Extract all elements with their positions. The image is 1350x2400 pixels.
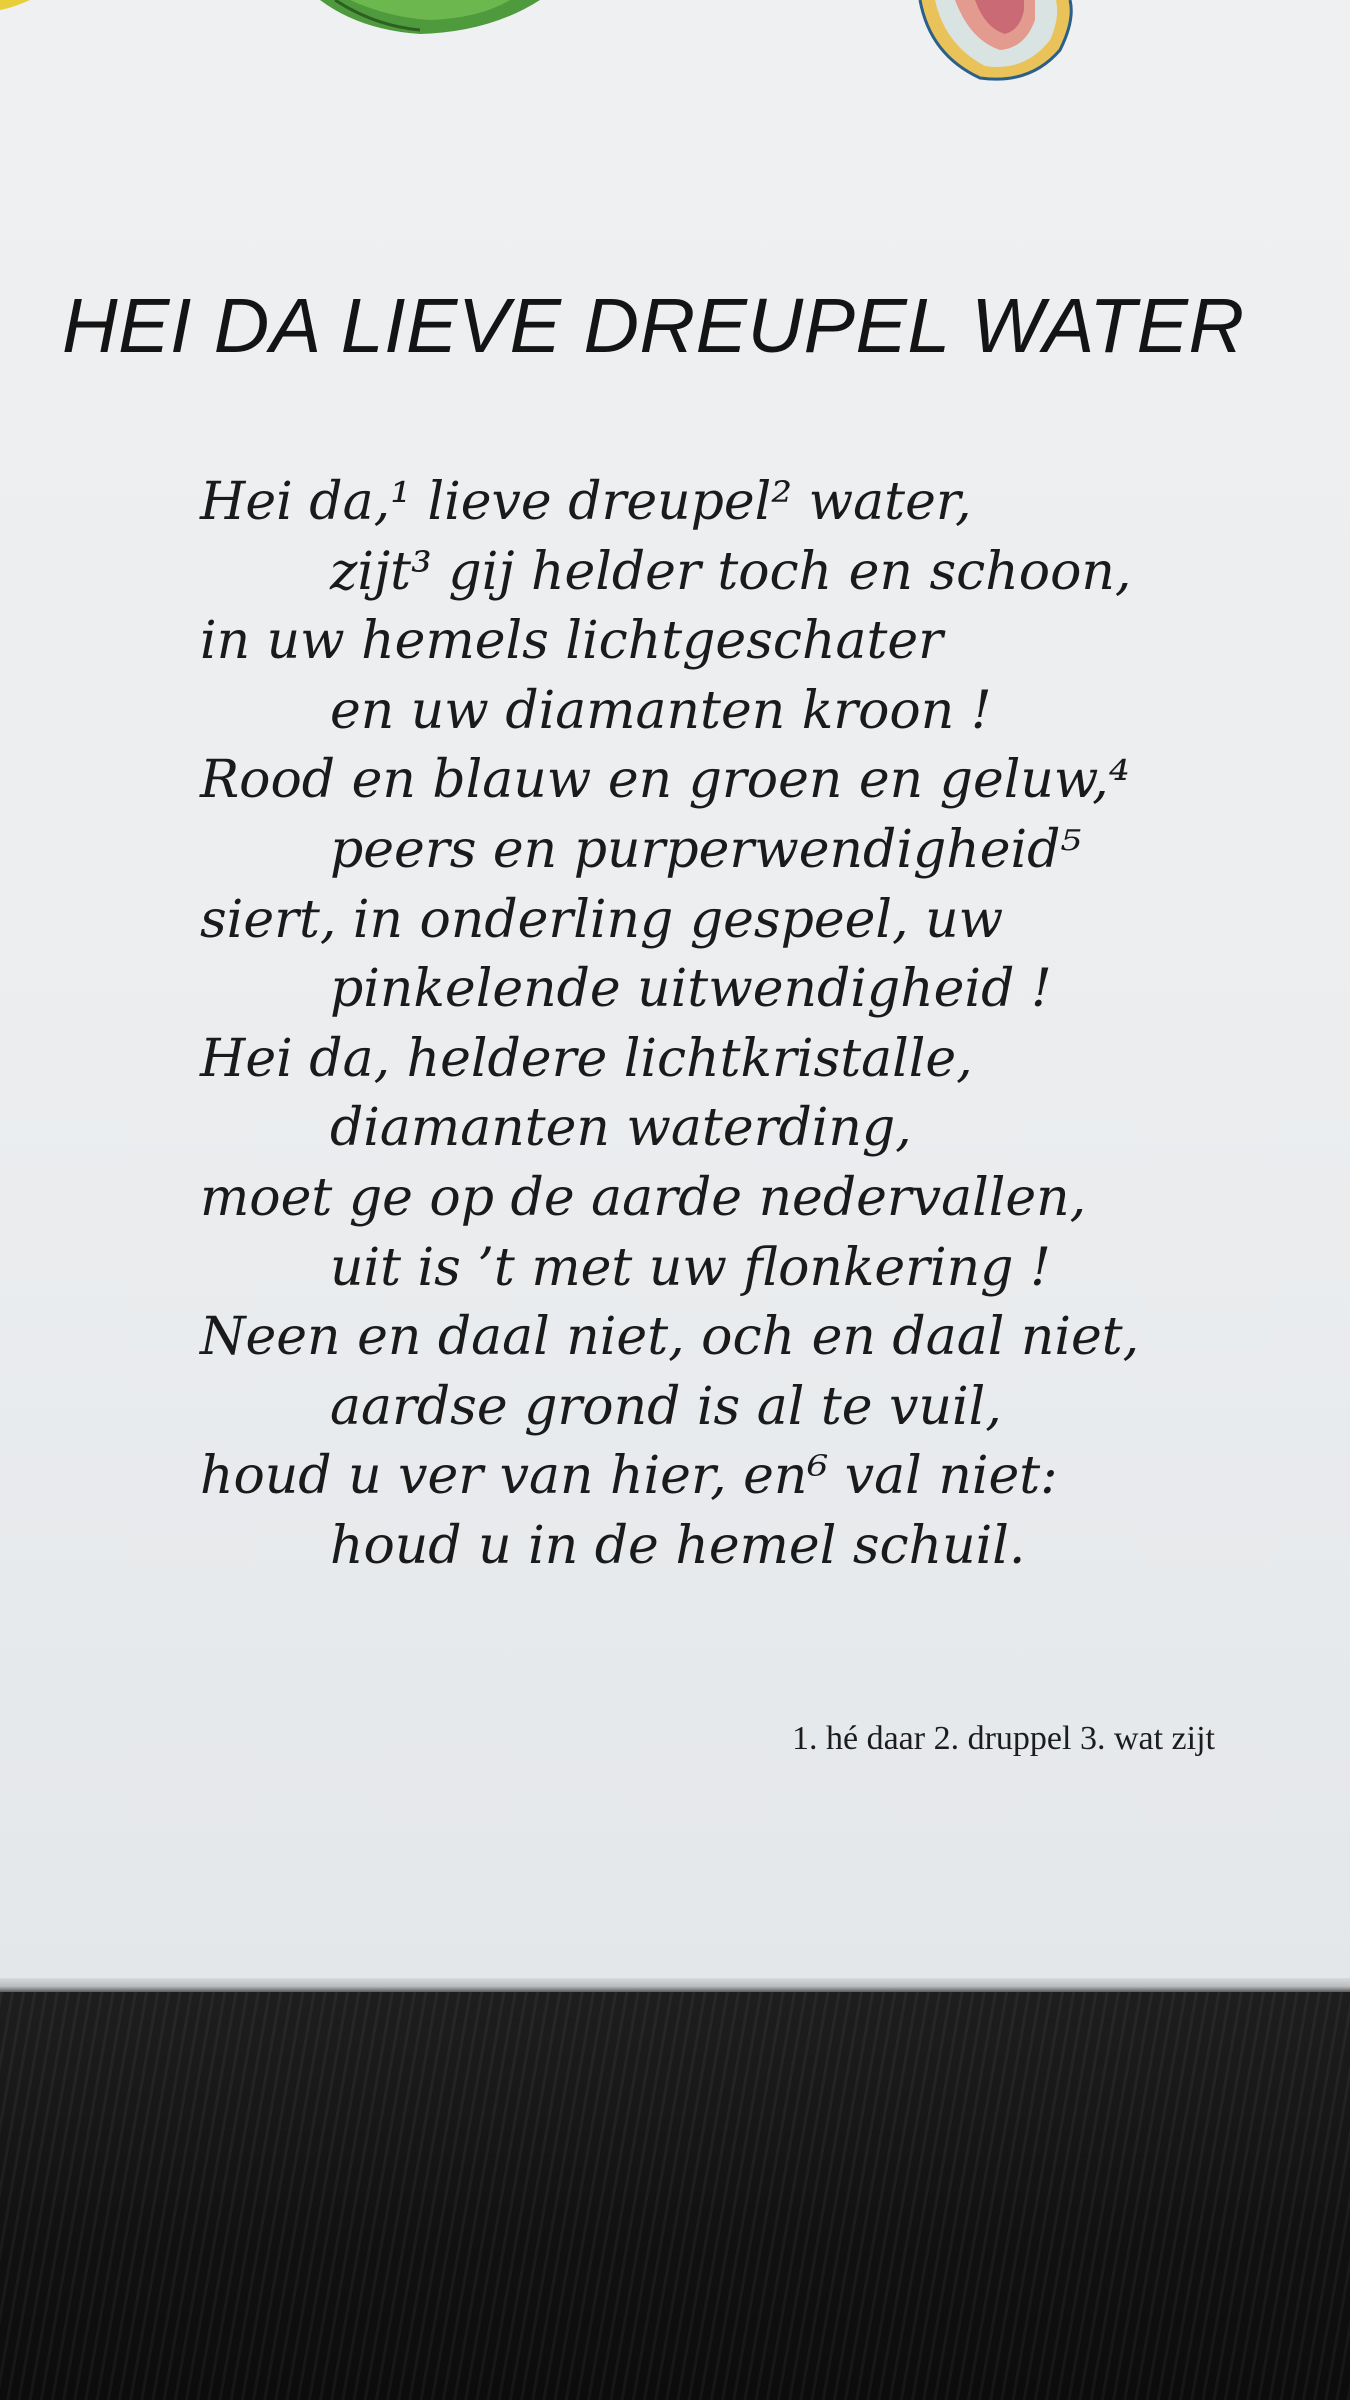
poem-line: en uw diamanten kroon ! <box>330 680 992 741</box>
page-edge <box>0 1978 1350 1992</box>
poem-line: aardse grond is al te vuil, <box>330 1376 1002 1437</box>
poem-line: siert, in onderling gespeel, uw <box>200 889 1004 950</box>
poem-line: moet ge op de aarde nedervallen, <box>200 1167 1087 1228</box>
poem-line: Neen en daal niet, och en daal niet, <box>200 1307 1140 1368</box>
poem-line: peers en purperwendigheid⁵ <box>330 819 1082 880</box>
poem-line: Rood en blauw en groen en geluw,⁴ <box>200 750 1130 811</box>
poem-line: houd u ver van hier, en⁶ val niet: <box>200 1446 1058 1507</box>
poem-line: houd u in de hemel schuil. <box>330 1515 1026 1576</box>
poem-line: uit is ’t met uw flonkering ! <box>330 1237 1051 1298</box>
poem-line: Hei da,¹ lieve dreupel² water, <box>200 472 972 532</box>
poem-line: zijt³ gij helder toch en schoon, <box>330 541 1132 602</box>
poem-title: HEI DA LIEVE DREUPEL WATER <box>62 283 1245 369</box>
poem-line: Hei da, heldere lichtkristalle, <box>200 1028 973 1089</box>
illustration-leaf <box>0 0 560 60</box>
illustration-flower <box>900 0 1100 100</box>
background-fabric <box>0 1992 1350 2400</box>
poem-line: diamanten waterding, <box>330 1098 912 1159</box>
poem-line: pinkelende uitwendigheid ! <box>330 959 1052 1020</box>
poem-body <box>200 468 1300 1582</box>
poem-line: in uw hemels lichtgeschater <box>200 611 944 672</box>
footnotes: 1. hé daar 2. druppel 3. wat zijt <box>792 1720 1215 1757</box>
